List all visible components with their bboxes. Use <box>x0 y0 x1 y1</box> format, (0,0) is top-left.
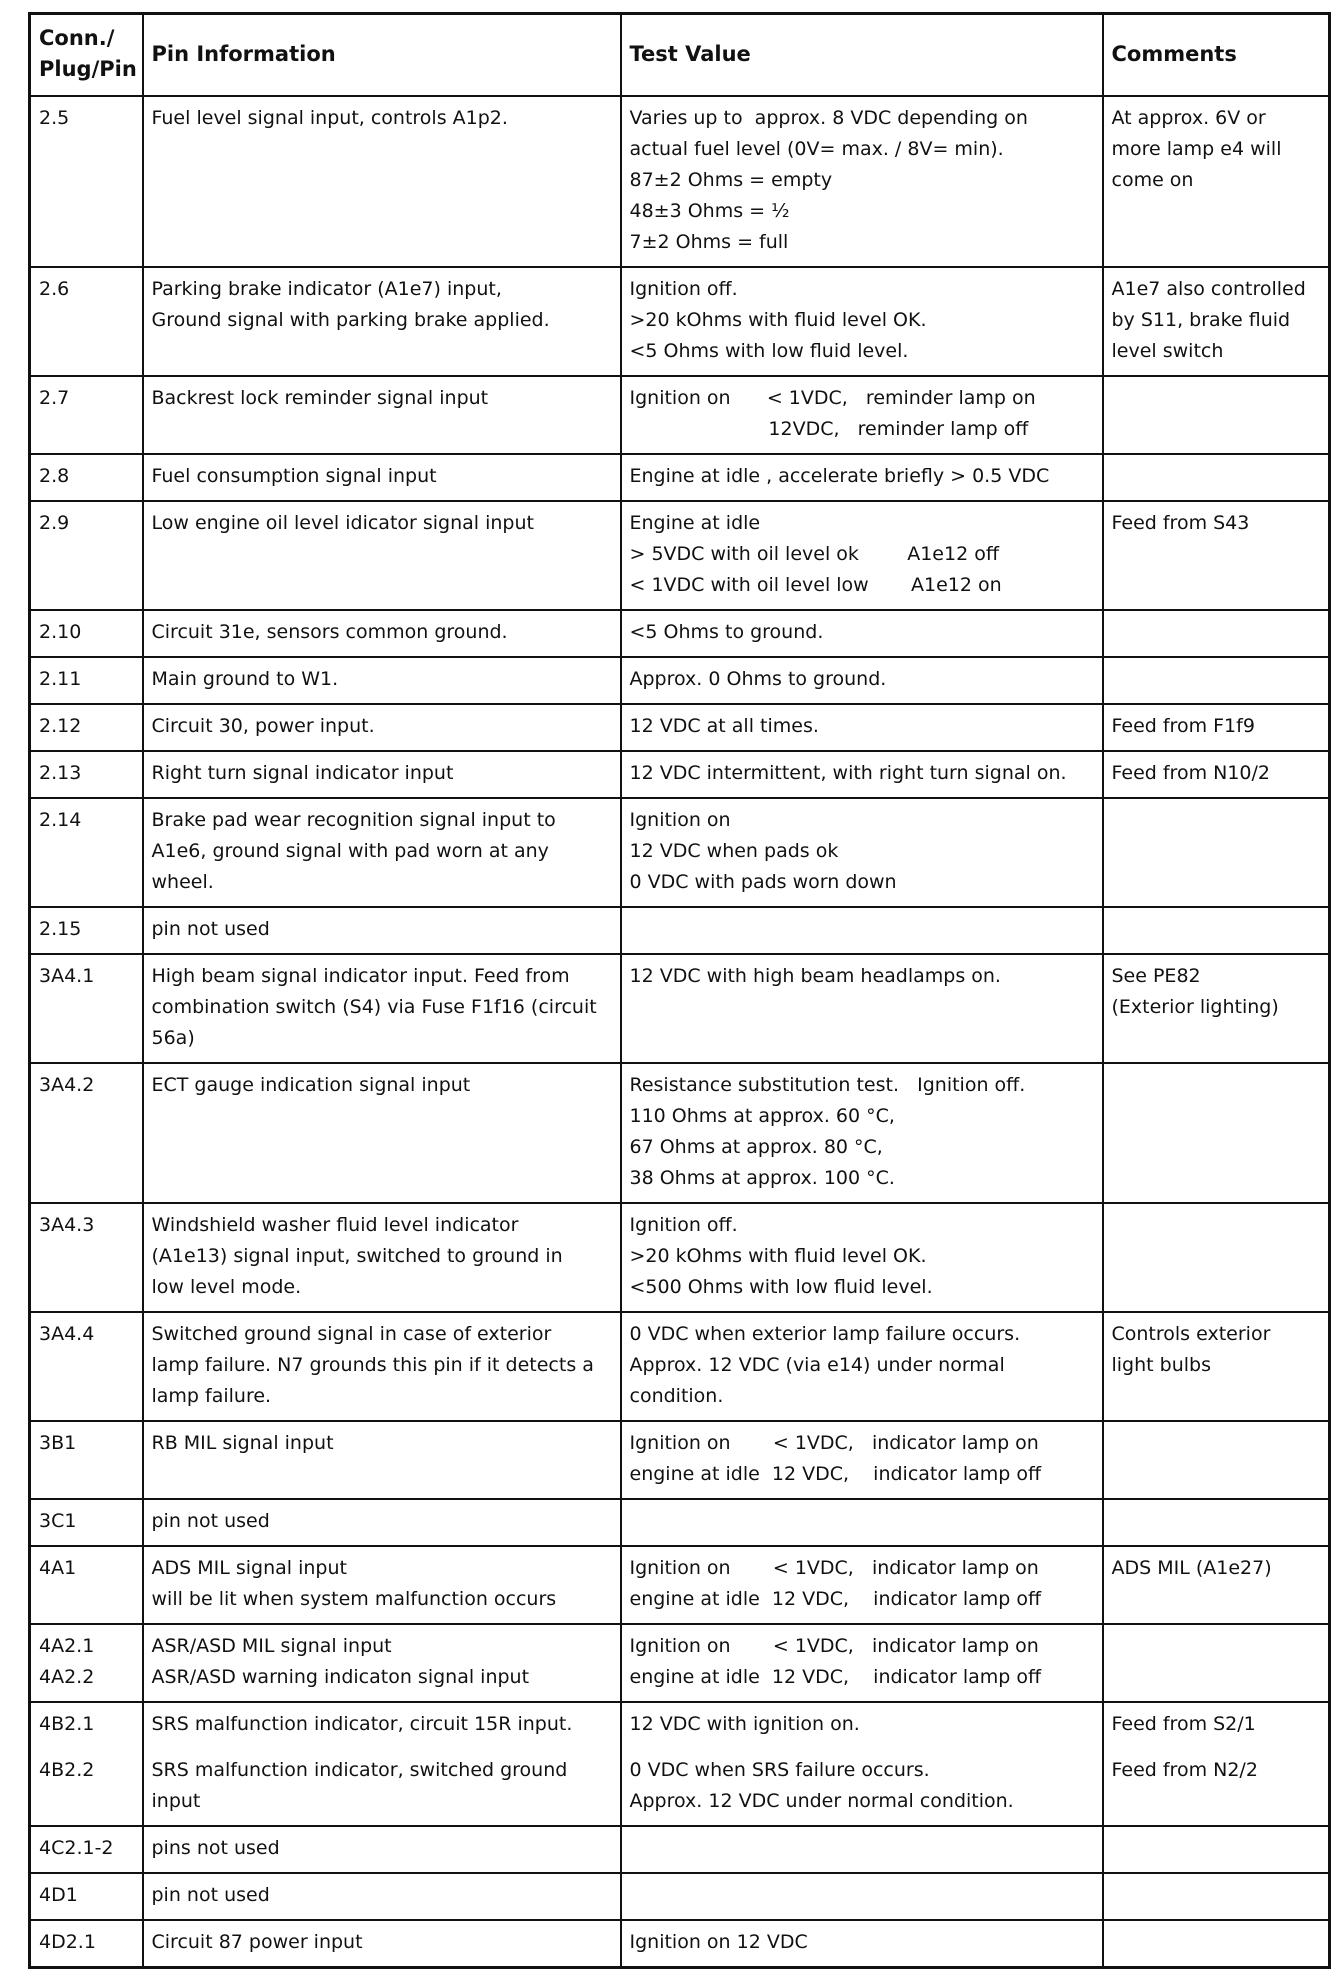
pin-information-entry: SRS malfunction indicator, circuit 15R input. <box>151 1713 573 1735</box>
comments-cell-line: Feed from N10/2 <box>1111 762 1271 784</box>
table-row <box>30 1624 1330 1702</box>
comments-cell <box>1103 501 1330 610</box>
table-row <box>30 96 1330 267</box>
pin-information-cell-line: lamp failure. <box>151 1385 272 1407</box>
test-value-entry-line: 0 VDC when SRS failure occurs. <box>629 1759 930 1781</box>
test-value-cell-line: 12 VDC intermittent, with right turn signal on. <box>629 762 1067 784</box>
pin-information-cell-line: combination switch (S4) via Fuse F1f16 (circuit <box>151 996 597 1018</box>
table-row <box>30 907 1330 954</box>
test-value-cell <box>621 267 1103 376</box>
test-value-cell-line: Ignition on < 1VDC, indicator lamp on <box>629 1432 1039 1454</box>
pin-cell <box>30 1826 143 1873</box>
comments-cell <box>1103 376 1330 454</box>
header-pin-information: Pin Information <box>143 14 621 97</box>
test-value-cell-line: 67 Ohms at approx. 80 °C, <box>629 1136 883 1158</box>
test-value-cell-line: 110 Ohms at approx. 60 °C, <box>629 1105 895 1127</box>
test-value-cell-line: Varies up to approx. 8 VDC depending on <box>629 107 1028 129</box>
test-value-cell <box>621 1499 1103 1546</box>
test-value-cell-line: >20 kOhms with fluid level OK. <box>629 1245 927 1267</box>
test-value-cell <box>621 1873 1103 1920</box>
pin-cell-line: 2.7 <box>39 387 70 409</box>
table-header-row <box>30 14 1330 97</box>
pin-information-cell <box>143 501 621 610</box>
pin-entry: 4B2.1 <box>39 1713 95 1735</box>
header-pin-label: Conn./ Plug/Pin <box>39 26 137 81</box>
comments-cell-line: ADS MIL (A1e27) <box>1111 1557 1272 1579</box>
test-value-cell-line: 12 VDC at all times. <box>629 715 819 737</box>
test-value-cell-line: <5 Ohms to ground. <box>629 621 824 643</box>
test-value-cell-line: 12 VDC with high beam headlamps on. <box>629 965 1001 987</box>
test-value-cell-line: >20 kOhms with fluid level OK. <box>629 309 927 331</box>
table-row <box>30 1702 1330 1826</box>
comments-cell <box>1103 1421 1330 1499</box>
pin-cell-line: 2.13 <box>39 762 82 784</box>
pin-information-cell-line: pin not used <box>151 1510 270 1532</box>
comments-cell-line: A1e7 also controlled <box>1111 278 1306 300</box>
pin-cell-line: 4A1 <box>39 1557 77 1579</box>
comments-cell-line: See PE82 <box>1111 965 1201 987</box>
comments-cell <box>1103 704 1330 751</box>
test-value-cell-line: < 1VDC with oil level low A1e12 on <box>629 574 1002 596</box>
test-value-cell <box>621 376 1103 454</box>
pin-cell-line: 2.11 <box>39 668 82 690</box>
pin-cell-line: 2.10 <box>39 621 82 643</box>
pin-information-cell <box>143 1421 621 1499</box>
pin-information-cell <box>143 267 621 376</box>
pin-cell <box>30 704 143 751</box>
pin-information-cell-line: Ground signal with parking brake applied. <box>151 309 550 331</box>
table-row <box>30 1312 1330 1421</box>
pin-information-cell-line: pin not used <box>151 1884 270 1906</box>
pin-information-cell-line: pin not used <box>151 918 270 940</box>
pin-cell-line: 3A4.2 <box>39 1074 95 1096</box>
pin-information-cell <box>143 1624 621 1702</box>
test-value-cell <box>621 1421 1103 1499</box>
pin-cell <box>30 1499 143 1546</box>
test-value-cell <box>621 798 1103 907</box>
table-row <box>30 501 1330 610</box>
test-value-cell-line: <500 Ohms with low fluid level. <box>629 1276 933 1298</box>
table-row <box>30 704 1330 751</box>
test-value-cell-line: Ignition on 12 VDC <box>629 1931 808 1953</box>
pin-cell <box>30 1421 143 1499</box>
test-value-cell <box>621 1624 1103 1702</box>
comments-cell <box>1103 1702 1330 1826</box>
test-value-cell <box>621 1826 1103 1873</box>
comments-cell-line: level switch <box>1111 340 1224 362</box>
test-value-cell-line: Approx. 0 Ohms to ground. <box>629 668 887 690</box>
pin-cell-line: 2.14 <box>39 809 82 831</box>
pin-information-cell-line: Right turn signal indicator input <box>151 762 454 784</box>
pin-cell <box>30 454 143 501</box>
pin-information-entry-line: SRS malfunction indicator, switched ground <box>151 1759 568 1781</box>
pin-information-cell <box>143 907 621 954</box>
pin-information-cell <box>143 657 621 704</box>
test-value-cell-line: engine at idle 12 VDC, indicator lamp off <box>629 1463 1042 1485</box>
pin-information-cell <box>143 1873 621 1920</box>
test-value-cell <box>621 96 1103 267</box>
pin-cell-line: 3A4.3 <box>39 1214 95 1236</box>
header-test-value: Test Value <box>621 14 1103 97</box>
comments-cell <box>1103 751 1330 798</box>
pin-information-cell-line: Main ground to W1. <box>151 668 339 690</box>
comments-cell <box>1103 96 1330 267</box>
table-row <box>30 610 1330 657</box>
table-row <box>30 798 1330 907</box>
pin-cell-line: 3B1 <box>39 1432 77 1454</box>
pin-information-cell-line: 56a) <box>151 1027 195 1049</box>
test-value-cell-line: condition. <box>629 1385 724 1407</box>
test-value-cell-line: 87±2 Ohms = empty <box>629 169 833 191</box>
pin-information-cell <box>143 1312 621 1421</box>
comments-cell <box>1103 1873 1330 1920</box>
test-value-cell-line: 7±2 Ohms = full <box>629 231 789 253</box>
table-row <box>30 1203 1330 1312</box>
comments-entry: Feed from S2/1 <box>1111 1713 1256 1735</box>
pin-information-cell <box>143 96 621 267</box>
test-value-cell <box>621 907 1103 954</box>
pin-information-cell-line: Circuit 87 power input <box>151 1931 363 1953</box>
table-row <box>30 1546 1330 1624</box>
pin-cell-line: 2.8 <box>39 465 70 487</box>
comments-cell <box>1103 1203 1330 1312</box>
comments-cell-line: Feed from F1f9 <box>1111 715 1255 737</box>
test-value-cell-line: Ignition on < 1VDC, indicator lamp on <box>629 1557 1039 1579</box>
pin-cell <box>30 376 143 454</box>
pin-information-cell-line: Backrest lock reminder signal input <box>151 387 489 409</box>
comments-cell <box>1103 1546 1330 1624</box>
test-value-cell-line: 12 VDC when pads ok <box>629 840 839 862</box>
comments-cell <box>1103 657 1330 704</box>
comments-cell-line: (Exterior lighting) <box>1111 996 1279 1018</box>
header-comments: Comments <box>1103 14 1330 97</box>
test-value-cell-line: actual fuel level (0V= max. / 8V= min). <box>629 138 1004 160</box>
pin-information-cell <box>143 1499 621 1546</box>
pin-information-cell <box>143 376 621 454</box>
table-row <box>30 1826 1330 1873</box>
test-value-cell-line: Approx. 12 VDC (via e14) under normal <box>629 1354 1005 1376</box>
comments-cell <box>1103 1624 1330 1702</box>
pin-cell <box>30 954 143 1063</box>
test-value-cell <box>621 751 1103 798</box>
table-row <box>30 751 1330 798</box>
comments-cell <box>1103 798 1330 907</box>
pin-information-cell-line: pins not used <box>151 1837 280 1859</box>
comments-cell-line: Feed from S43 <box>1111 512 1250 534</box>
pin-cell-line: 2.5 <box>39 107 70 129</box>
comments-cell <box>1103 1920 1330 1968</box>
test-value-cell-line: 38 Ohms at approx. 100 °C. <box>629 1167 895 1189</box>
table-row <box>30 1421 1330 1499</box>
test-value-entry: 12 VDC with ignition on. <box>629 1713 860 1735</box>
table-row <box>30 454 1330 501</box>
pin-cell <box>30 1920 143 1968</box>
comments-cell <box>1103 454 1330 501</box>
test-value-cell <box>621 954 1103 1063</box>
pin-cell <box>30 1873 143 1920</box>
test-value-cell-line: Ignition on < 1VDC, indicator lamp on <box>629 1635 1039 1657</box>
test-value-cell-line: <5 Ohms with low fluid level. <box>629 340 909 362</box>
pin-information-cell-line: High beam signal indicator input. Feed from <box>151 965 570 987</box>
pin-information-cell <box>143 1203 621 1312</box>
comments-cell-line: Controls exterior <box>1111 1323 1271 1345</box>
pin-cell-line: 2.12 <box>39 715 82 737</box>
comments-cell-line: more lamp e4 will <box>1111 138 1282 160</box>
table-row <box>30 657 1330 704</box>
pin-information-cell-line: ASR/ASD warning indicaton signal input <box>151 1666 530 1688</box>
test-value-cell <box>621 704 1103 751</box>
pin-information-entry <box>152 1755 612 1817</box>
comments-entry: Feed from N2/2 <box>1111 1759 1258 1781</box>
pin-information-cell-line: Circuit 31e, sensors common ground. <box>151 621 508 643</box>
test-value-cell <box>621 1203 1103 1312</box>
pin-cell <box>30 267 143 376</box>
table-row <box>30 1920 1330 1968</box>
pin-entry: 4B2.2 <box>39 1759 95 1781</box>
comments-cell-line: light bulbs <box>1111 1354 1211 1376</box>
pin-information-entry-line: input <box>151 1790 201 1812</box>
header-pin <box>30 14 143 97</box>
pin-cell <box>30 1546 143 1624</box>
test-value-cell-line: Ignition on < 1VDC, reminder lamp on <box>629 387 1036 409</box>
pin-cell-line: 4A2.1 <box>39 1635 95 1657</box>
pin-information-cell-line: Parking brake indicator (A1e7) input, <box>151 278 502 300</box>
pin-information-cell-line: RB MIL signal input <box>151 1432 334 1454</box>
pin-information-cell-line: Low engine oil level idicator signal input <box>151 512 534 534</box>
test-value-cell <box>621 610 1103 657</box>
test-value-cell-line: Engine at idle , accelerate briefly > 0.5 VDC <box>629 465 1050 487</box>
pin-cell <box>30 1702 143 1826</box>
pin-cell <box>30 751 143 798</box>
comments-cell <box>1103 1826 1330 1873</box>
pin-information-cell <box>143 954 621 1063</box>
pin-cell-line: 4D1 <box>39 1884 78 1906</box>
pin-cell-line: 4C2.1-2 <box>39 1837 114 1859</box>
pin-cell <box>30 96 143 267</box>
test-value-cell-line: 48±3 Ohms = ½ <box>629 200 790 222</box>
table-row <box>30 954 1330 1063</box>
test-value-cell-line: Ignition on <box>629 809 731 831</box>
pin-cell <box>30 1624 143 1702</box>
comments-cell-line: come on <box>1111 169 1194 191</box>
pin-information-table-wrapper <box>28 12 1328 1969</box>
comments-cell-line: by S11, brake fluid <box>1111 309 1291 331</box>
test-value-cell <box>621 501 1103 610</box>
table-row <box>30 267 1330 376</box>
pin-cell <box>30 1063 143 1203</box>
test-value-cell-line: Ignition off. <box>629 1214 738 1236</box>
test-value-cell <box>621 1702 1103 1826</box>
test-value-cell <box>621 1546 1103 1624</box>
pin-information-cell-line: Circuit 30, power input. <box>151 715 375 737</box>
pin-cell <box>30 501 143 610</box>
pin-information-cell <box>143 610 621 657</box>
pin-information-cell-line: wheel. <box>151 871 214 893</box>
test-value-cell-line: Engine at idle <box>629 512 761 534</box>
pin-information-cell-line: will be lit when system malfunction occurs <box>151 1588 557 1610</box>
table-row <box>30 1063 1330 1203</box>
comments-cell-line: At approx. 6V or <box>1111 107 1266 129</box>
pin-information-cell-line: lamp failure. N7 grounds this pin if it detects a <box>151 1354 594 1376</box>
pin-information-cell <box>143 751 621 798</box>
pin-information-cell-line: ADS MIL signal input <box>151 1557 347 1579</box>
pin-information-cell-line: (A1e13) signal input, switched to ground in <box>151 1245 563 1267</box>
test-value-entry-line: Approx. 12 VDC under normal condition. <box>629 1790 1014 1812</box>
pin-cell-line: 4D2.1 <box>39 1931 96 1953</box>
comments-cell <box>1103 267 1330 376</box>
pin-information-cell-line: Fuel consumption signal input <box>151 465 437 487</box>
pin-cell-line: 2.15 <box>39 918 82 940</box>
comments-cell <box>1103 610 1330 657</box>
pin-information-cell-line: ASR/ASD MIL signal input <box>151 1635 392 1657</box>
pin-information-cell-line: Windshield washer fluid level indicator <box>151 1214 519 1236</box>
test-value-cell-line: engine at idle 12 VDC, indicator lamp off <box>629 1666 1042 1688</box>
test-value-entry <box>630 1755 1094 1817</box>
test-value-cell <box>621 1312 1103 1421</box>
pin-information-cell-line: low level mode. <box>151 1276 302 1298</box>
pin-information-cell <box>143 1063 621 1203</box>
pin-information-table <box>28 12 1331 1969</box>
test-value-cell-line: > 5VDC with oil level ok A1e12 off <box>629 543 999 565</box>
test-value-cell <box>621 454 1103 501</box>
test-value-cell-line: 0 VDC when exterior lamp failure occurs. <box>629 1323 1021 1345</box>
pin-cell <box>30 610 143 657</box>
comments-cell <box>1103 954 1330 1063</box>
comments-cell <box>1103 1499 1330 1546</box>
pin-cell-line: 4A2.2 <box>39 1666 95 1688</box>
pin-information-cell <box>143 1920 621 1968</box>
pin-cell-line: 3C1 <box>39 1510 77 1532</box>
comments-cell <box>1103 1063 1330 1203</box>
test-value-cell-line: Ignition off. <box>629 278 738 300</box>
pin-information-cell <box>143 1546 621 1624</box>
comments-cell <box>1103 907 1330 954</box>
test-value-cell <box>621 1920 1103 1968</box>
pin-information-cell <box>143 704 621 751</box>
table-row <box>30 1499 1330 1546</box>
pin-cell <box>30 907 143 954</box>
test-value-cell-line: 12VDC, reminder lamp off <box>629 418 1029 440</box>
table-body <box>30 96 1330 1968</box>
pin-cell-line: 2.9 <box>39 512 70 534</box>
pin-information-cell <box>143 1826 621 1873</box>
pin-information-cell-line: ECT gauge indication signal input <box>151 1074 471 1096</box>
pin-cell <box>30 1312 143 1421</box>
table-row <box>30 1873 1330 1920</box>
pin-cell-line: 3A4.4 <box>39 1323 95 1345</box>
pin-information-cell-line: Brake pad wear recognition signal input to <box>151 809 556 831</box>
test-value-cell-line: Resistance substitution test. Ignition off. <box>629 1074 1026 1096</box>
test-value-cell <box>621 657 1103 704</box>
table-row <box>30 376 1330 454</box>
comments-cell <box>1103 1312 1330 1421</box>
pin-cell <box>30 798 143 907</box>
pin-information-cell-line: Switched ground signal in case of exterior <box>151 1323 552 1345</box>
test-value-cell <box>621 1063 1103 1203</box>
pin-information-cell <box>143 1702 621 1826</box>
pin-cell <box>30 1203 143 1312</box>
pin-cell-line: 3A4.1 <box>39 965 95 987</box>
pin-information-cell <box>143 798 621 907</box>
pin-information-cell <box>143 454 621 501</box>
pin-cell <box>30 657 143 704</box>
pin-information-cell-line: A1e6, ground signal with pad worn at any <box>151 840 549 862</box>
test-value-cell-line: engine at idle 12 VDC, indicator lamp off <box>629 1588 1042 1610</box>
test-value-cell-line: 0 VDC with pads worn down <box>629 871 897 893</box>
pin-cell-line: 2.6 <box>39 278 70 300</box>
pin-information-cell-line: Fuel level signal input, controls A1p2. <box>151 107 508 129</box>
